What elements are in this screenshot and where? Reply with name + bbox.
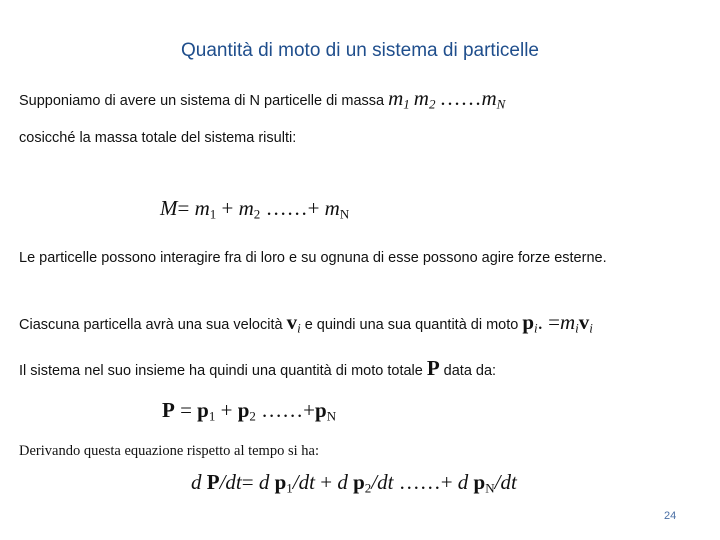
mass-dots: …… — [439, 86, 482, 110]
total-momentum-symbol: P — [426, 356, 440, 380]
page-number: 24 — [664, 510, 677, 522]
slide-title: Quantità di moto di un sistema di particelle — [180, 40, 539, 61]
total-momentum-text: Il sistema nel suo insieme ha quindi una quantità di moto totale — [19, 363, 423, 379]
derivative-equation: d P/dt= d $p_1/dt + d$ $p_2/dt$ ……+ d $p_N/dt$ — [191, 470, 517, 496]
mass-m1: $m_1$ — [388, 86, 410, 112]
total-mass-equation: $M= m_1 + m_2$ ……+ $m_N$ — [160, 196, 350, 222]
mass-m2: $m_2$ — [413, 86, 436, 112]
total-momentum-line — [19, 356, 496, 381]
data-da-text: data da: — [443, 363, 497, 379]
interaction-text: Le particelle possono interagire fra di loro e su ognuna di esse possono agire forze esterne. — [19, 250, 607, 266]
momentum-formula: $p_i$. $=m_iv_i$ — [522, 310, 593, 336]
derivation-text: Derivando questa equazione rispetto al tempo si ha: — [19, 443, 319, 459]
momentum-text: e quindi una sua quantità di moto — [304, 317, 519, 333]
velocity-text: Ciascuna particella avrà una sua velocità — [19, 317, 283, 333]
total-mass-intro: cosicché la massa totale del sistema risulti: — [19, 130, 297, 146]
mass-mN: $m_N$ — [481, 86, 506, 112]
velocity-vi: $v_i$ — [286, 310, 301, 336]
total-momentum-equation: $P = p_1 + p_2$ $\dots\dots+p_N$ — [162, 398, 337, 424]
intro-text: Supponiamo di avere un sistema di N particelle di massa — [19, 93, 385, 109]
velocity-momentum-line — [19, 310, 593, 335]
intro-line — [19, 86, 505, 111]
